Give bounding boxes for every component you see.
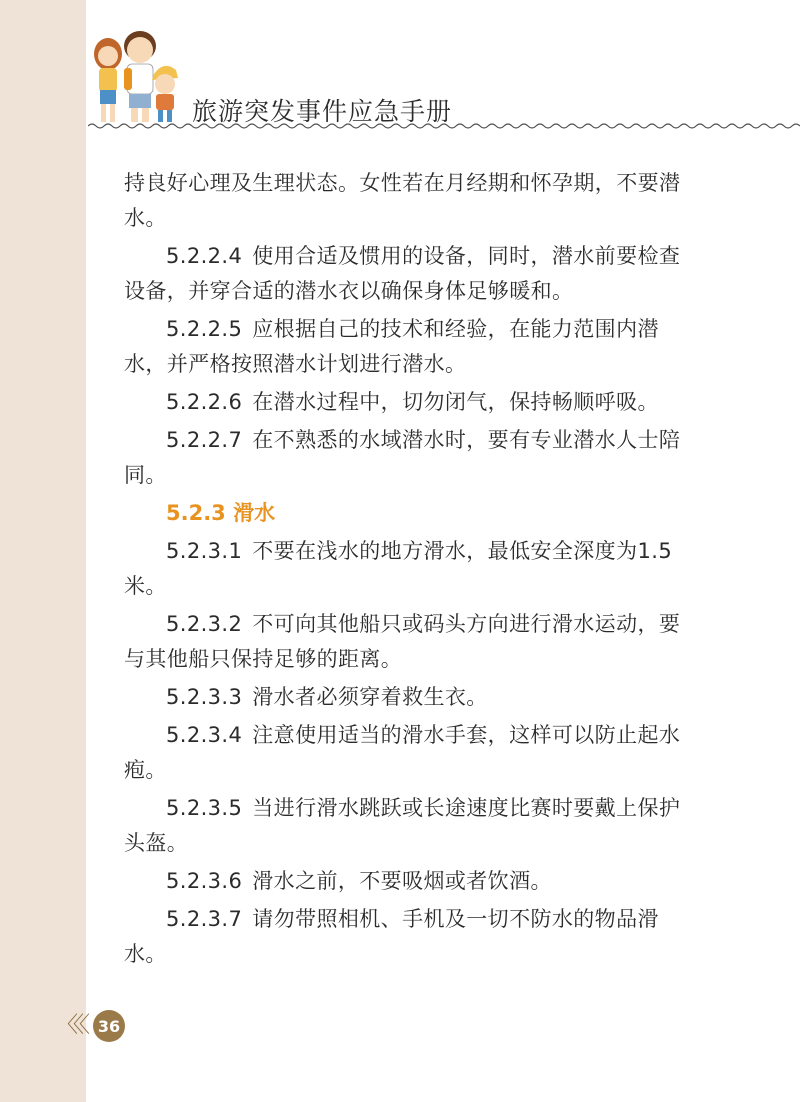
item-5-2-3-4 [124, 718, 684, 788]
main-content [124, 166, 684, 975]
item-text: 滑水之前，不要吸烟或者饮酒。 [252, 869, 552, 893]
section-heading-water-skiing: 5.2.3 滑水 [166, 501, 276, 525]
item-text: 请勿带照相机、手机及一切不防水的物品滑水。 [124, 907, 659, 966]
item-5-2-3-7 [124, 902, 684, 972]
item-number: 5.2.3.1 [166, 539, 243, 563]
chevron-left-icon: 〈〈〈 [56, 1013, 86, 1038]
item-number: 5.2.3.4 [166, 723, 243, 747]
item-number: 5.2.3.7 [166, 907, 243, 931]
item-text: 不可向其他船只或码头方向进行滑水运动，要与其他船只保持足够的距离。 [124, 612, 681, 671]
page-footer [56, 1008, 125, 1044]
left-margin-strip [0, 0, 86, 1102]
item-5-2-2-6 [124, 385, 684, 420]
item-5-2-3-5 [124, 791, 684, 861]
item-5-2-2-7 [124, 423, 684, 493]
item-text: 在不熟悉的水域潜水时，要有专业潜水人士陪同。 [124, 428, 681, 487]
item-number: 5.2.2.6 [166, 390, 243, 414]
paragraph-continuation: 持良好心理及生理状态。女性若在月经期和怀孕期，不要潜水。 [124, 171, 681, 230]
item-5-2-2-5 [124, 312, 684, 382]
item-number: 5.2.2.7 [166, 428, 243, 452]
page-number-badge: 36 [93, 1010, 125, 1042]
item-text: 当进行滑水跳跃或长途速度比赛时要戴上保护头盔。 [124, 796, 681, 855]
item-text: 滑水者必须穿着救生衣。 [252, 685, 488, 709]
item-text: 不要在浅水的地方滑水，最低安全深度为1.5米。 [124, 539, 673, 598]
item-text: 在潜水过程中，切勿闭气，保持畅顺呼吸。 [252, 390, 659, 414]
header-divider [88, 122, 800, 130]
item-5-2-2-4 [124, 239, 684, 309]
item-number: 5.2.2.4 [166, 244, 243, 268]
item-number: 5.2.3.3 [166, 685, 243, 709]
book-title: 旅游突发事件应急手册 [192, 97, 453, 126]
item-5-2-3-1 [124, 534, 684, 604]
item-text: 使用合适及惯用的设备，同时，潜水前要检查设备，并穿合适的潜水衣以确保身体足够暖和。 [124, 244, 681, 303]
item-5-2-3-6 [124, 864, 684, 899]
item-text: 应根据自己的技术和经验，在能力范围内潜水，并严格按照潜水计划进行潜水。 [124, 317, 659, 376]
item-number: 5.2.2.5 [166, 317, 243, 341]
item-number: 5.2.3.2 [166, 612, 243, 636]
item-number: 5.2.3.5 [166, 796, 243, 820]
item-text: 注意使用适当的滑水手套，这样可以防止起水疱。 [124, 723, 681, 782]
item-5-2-3-2 [124, 607, 684, 677]
item-5-2-3-3 [124, 680, 684, 715]
item-number: 5.2.3.6 [166, 869, 243, 893]
tourist-family-illustration [88, 24, 188, 126]
